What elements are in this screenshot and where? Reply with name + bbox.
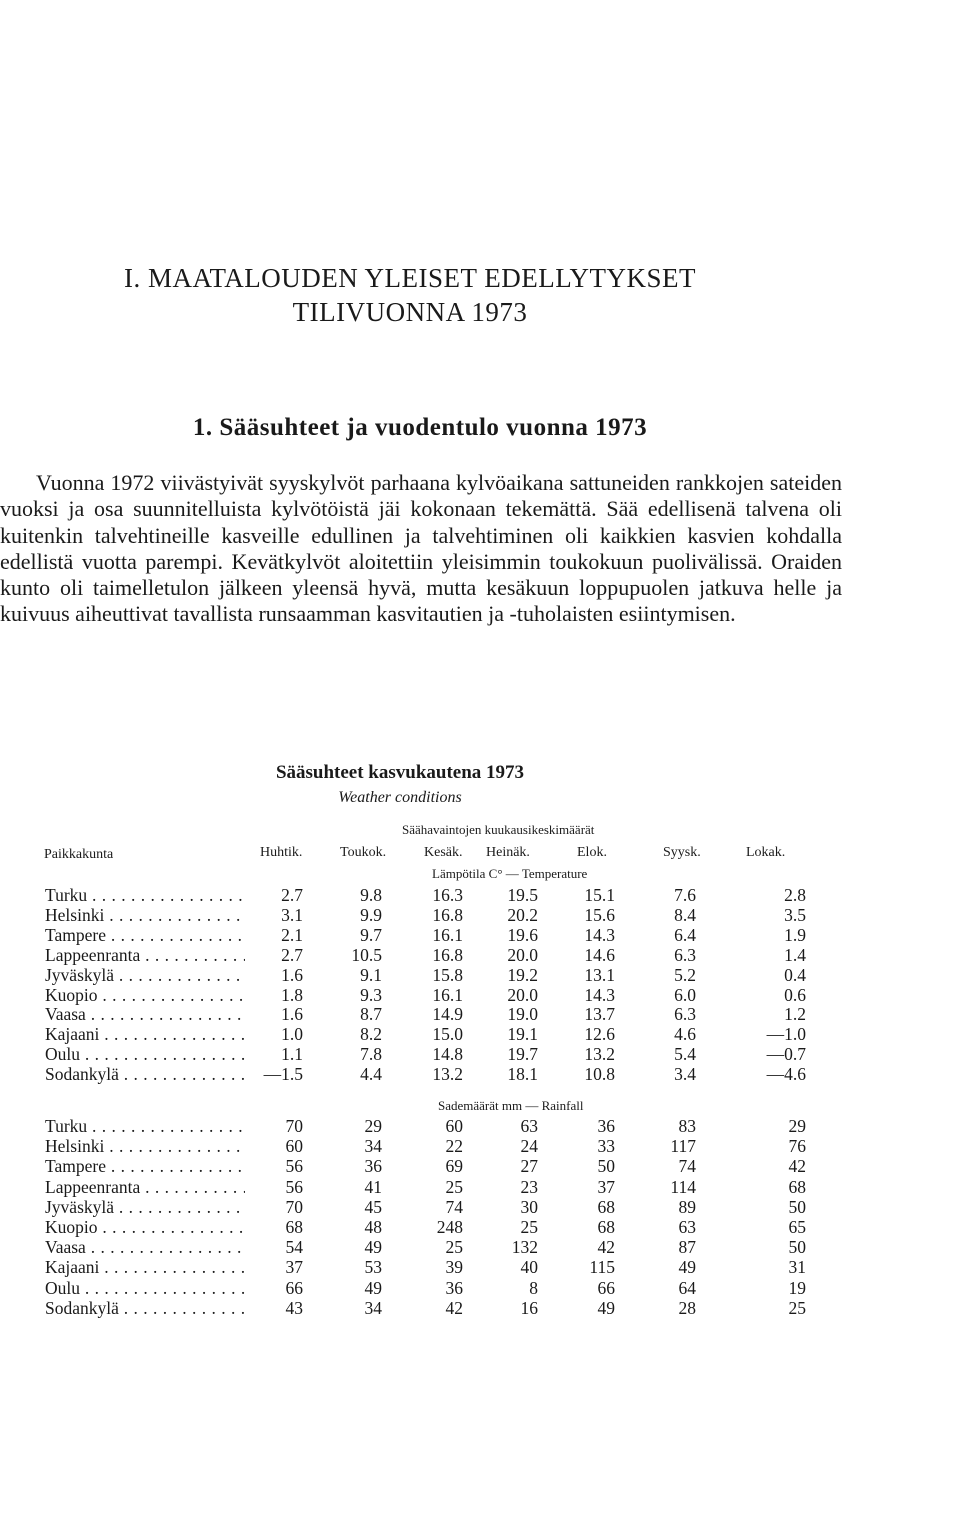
rainfall-cell: 48 — [364, 1217, 382, 1237]
rainfall-cell: 89 — [678, 1196, 696, 1217]
temperature-cell: 1.0 — [281, 1024, 303, 1045]
temperature-cell: 1.2 — [784, 1004, 806, 1025]
rainfall-cell: 54 — [285, 1237, 303, 1258]
chapter-title-line2: TILIVUONNA 1973 — [292, 297, 528, 327]
place-name: Helsinki — [45, 904, 105, 925]
place-label — [45, 1298, 245, 1318]
rainfall-cell: 70 — [285, 1116, 303, 1136]
temperature-cell: 19.2 — [507, 964, 538, 985]
table-group-header: Säähavaintojen kuukausikeskimäärät — [402, 822, 595, 837]
rainfall-cell: 8 — [529, 1277, 538, 1298]
table-place-header: Paikkakunta — [44, 847, 114, 862]
rainfall-cell: 27 — [520, 1156, 538, 1177]
temperature-cell: 12.6 — [584, 1024, 615, 1045]
temperature-cell: 14.6 — [584, 944, 615, 965]
temperature-cell: —0.7 — [766, 1044, 806, 1065]
place-label — [45, 925, 245, 945]
temperature-cell: 15.6 — [584, 904, 615, 925]
rainfall-cell: 66 — [285, 1277, 303, 1298]
rainfall-header — [438, 1098, 583, 1114]
place-name: Kajaani — [45, 1024, 100, 1045]
rainfall-cell: 63 — [678, 1217, 696, 1237]
place-name: Oulu — [45, 1044, 80, 1065]
rainfall-cell: 49 — [364, 1237, 382, 1258]
rainfall-cell: 76 — [788, 1136, 806, 1157]
temperature-cell: 2.7 — [281, 885, 303, 905]
rainfall-cell: 45 — [364, 1196, 382, 1217]
rainfall-cell: 132 — [511, 1237, 538, 1258]
place-label — [45, 1278, 245, 1298]
temperature-cell: 15.1 — [584, 885, 615, 905]
temperature-cell: 9.7 — [360, 924, 382, 945]
place-name: Kajaani — [45, 1257, 100, 1278]
table-title: Sääsuhteet kasvukautena 1973 — [275, 762, 525, 783]
rainfall-cell: 56 — [285, 1156, 303, 1177]
temperature-cell: 3.5 — [784, 904, 806, 925]
temperature-cell: 19.1 — [507, 1024, 538, 1045]
rainfall-cell: 31 — [788, 1257, 806, 1278]
rainfall-cell: 19 — [788, 1277, 806, 1298]
place-name: Tampere — [45, 1156, 106, 1177]
temperature-cell: 10.5 — [351, 944, 382, 965]
temperature-cell: 18.1 — [507, 1064, 538, 1085]
temperature-cell: 6.3 — [674, 1004, 696, 1025]
temperature-cell: 8.4 — [674, 904, 696, 925]
rainfall-cell: 28 — [678, 1297, 696, 1318]
rainfall-cell: 50 — [788, 1196, 806, 1217]
temperature-cell: 1.9 — [784, 924, 806, 945]
temperature-cell: 13.2 — [432, 1064, 463, 1085]
rainfall-cell: 115 — [589, 1257, 615, 1278]
place-label — [45, 985, 245, 1005]
place-label — [45, 1004, 245, 1024]
temperature-cell: 14.9 — [432, 1004, 463, 1025]
rainfall-cell: 60 — [445, 1116, 463, 1136]
place-name: Lappeenranta — [45, 944, 141, 965]
temperature-cell: 19.7 — [507, 1044, 538, 1065]
rainfall-cell: 34 — [364, 1136, 382, 1157]
rainfall-cell: 50 — [788, 1237, 806, 1258]
temperature-cell: 13.7 — [584, 1004, 615, 1025]
temperature-cell: 5.2 — [674, 964, 696, 985]
table-subtitle: Weather conditions — [338, 789, 462, 806]
place-label — [45, 1116, 245, 1136]
rainfall-cell: 65 — [788, 1217, 806, 1237]
place-label — [45, 965, 245, 985]
temperature-cell: 1.6 — [281, 1004, 303, 1025]
rainfall-cell: 49 — [364, 1277, 382, 1298]
place-name: Tampere — [45, 924, 106, 945]
rainfall-cell: 16 — [520, 1297, 538, 1318]
temperature-cell: 16.8 — [432, 944, 463, 965]
temperature-cell: 6.4 — [674, 924, 696, 945]
rainfall-cell: 117 — [670, 1136, 696, 1157]
temperature-cell: 1.6 — [281, 964, 303, 985]
rainfall-cell: 68 — [285, 1217, 303, 1237]
rainfall-cell: 68 — [597, 1196, 615, 1217]
rainfall-cell: 42 — [445, 1297, 463, 1318]
place-label — [45, 1024, 245, 1044]
place-name: Kuopio — [45, 1217, 98, 1237]
rainfall-cell: 43 — [285, 1297, 303, 1318]
rainfall-cell: 248 — [436, 1217, 463, 1237]
rainfall-cell: 74 — [445, 1196, 463, 1217]
paragraph-text: Vuonna 1972 viivästyivät syyskylvöt parhaana kylvöaikana sattuneiden rankkojen sateiden vuoksi ja osa suunnitelluista kylvötöistä jäi kokonaan tekemättä. Sää edellisenä talvena oli kuitenkin talvehtineille kasveille edullinen ja talvehtiminen oli kaikkien kasvien kohdalla edellistä vuotta parempi. Kevätkylvöt aloitettiin yleisimmin toukokuun puolivälissä. Oraiden kunto oli taimelletulon jälkeen yleensä hyvä, mutta kesäkuun loppupuolen jatkuva helle ja kuivuus aiheuttivat tavallista runsaamman kasvitautien ja -tuholaisten esiintymisen. — [0, 470, 842, 627]
rainfall-cell: 40 — [520, 1257, 538, 1278]
temperature-cell: 7.8 — [360, 1044, 382, 1065]
rainfall-cell: 22 — [445, 1136, 463, 1157]
place-label — [45, 1217, 245, 1237]
place-name: Helsinki — [45, 1136, 105, 1157]
temperature-cell: 13.1 — [584, 964, 615, 985]
temperature-cell: 6.0 — [674, 984, 696, 1005]
month-header: Kesäk. — [424, 845, 463, 860]
place-name: Lappeenranta — [45, 1176, 141, 1197]
place-label — [45, 1136, 245, 1156]
month-header: Lokak. — [746, 845, 786, 860]
rainfall-cell: 42 — [597, 1237, 615, 1258]
temperature-cell: 14.3 — [584, 924, 615, 945]
body-paragraph — [0, 470, 842, 628]
rainfall-cell: 25 — [445, 1176, 463, 1197]
temperature-cell: 10.8 — [584, 1064, 615, 1085]
section-title: 1. Sääsuhteet ja vuodentulo vuonna 1973 — [192, 414, 648, 441]
rainfall-cell: 36 — [364, 1156, 382, 1177]
temperature-cell: —4.6 — [766, 1064, 806, 1085]
temperature-cell: 20.2 — [507, 904, 538, 925]
rainfall-cell: 114 — [670, 1176, 696, 1197]
rainfall-cell: 24 — [520, 1136, 538, 1157]
place-name: Vaasa — [45, 1004, 86, 1025]
temperature-cell: 0.6 — [784, 984, 806, 1005]
temperature-cell: 14.8 — [432, 1044, 463, 1065]
temperature-cell: 16.1 — [432, 984, 463, 1005]
rainfall-cell: 70 — [285, 1196, 303, 1217]
place-label — [45, 1064, 245, 1084]
rainfall-cell: 37 — [597, 1176, 615, 1197]
place-name: Turku — [45, 885, 88, 905]
place-name: Jyväskylä — [45, 964, 115, 985]
place-label — [45, 945, 245, 965]
place-label — [45, 1156, 245, 1176]
rainfall-cell: 53 — [364, 1257, 382, 1278]
temperature-cell: 9.8 — [360, 885, 382, 905]
place-label — [45, 1197, 245, 1217]
rainfall-cell: 63 — [520, 1116, 538, 1136]
rainfall-cell: 41 — [364, 1176, 382, 1197]
rainfall-cell: 60 — [285, 1136, 303, 1157]
temperature-cell: 19.6 — [507, 924, 538, 945]
temperature-cell: 14.3 — [584, 984, 615, 1005]
rainfall-cell: 56 — [285, 1176, 303, 1197]
place-label — [45, 1257, 245, 1277]
chapter-title-line1: I. MAATALOUDEN YLEISET EDELLYTYKSET — [123, 263, 697, 293]
temperature-cell: 9.1 — [360, 964, 382, 985]
rainfall-cell: 34 — [364, 1297, 382, 1318]
rainfall-cell: 25 — [520, 1217, 538, 1237]
temperature-cell: 8.7 — [360, 1004, 382, 1025]
temperature-cell: 0.4 — [784, 964, 806, 985]
temperature-cell: 9.3 — [360, 984, 382, 1005]
place-label — [45, 885, 245, 905]
rainfall-cell: 39 — [445, 1257, 463, 1278]
temperature-cell: 2.8 — [784, 885, 806, 905]
temperature-cell: 1.1 — [281, 1044, 303, 1065]
rainfall-cell: 49 — [597, 1297, 615, 1318]
rainfall-cell: 29 — [788, 1116, 806, 1136]
temperature-cell: 7.6 — [674, 885, 696, 905]
temperature-cell: 9.9 — [360, 904, 382, 925]
rainfall-cell: 29 — [364, 1116, 382, 1136]
temperature-cell: 3.4 — [674, 1064, 696, 1085]
place-label — [45, 1237, 245, 1257]
temperature-cell: 1.8 — [281, 984, 303, 1005]
rainfall-cell: 25 — [788, 1297, 806, 1318]
place-name: Kuopio — [45, 984, 98, 1005]
place-label — [45, 1177, 245, 1197]
rainfall-cell: 49 — [678, 1257, 696, 1278]
temperature-cell: —1.0 — [766, 1024, 806, 1045]
place-name: Turku — [45, 1116, 88, 1136]
rainfall-cell: 69 — [445, 1156, 463, 1177]
rainfall-cell: 66 — [597, 1277, 615, 1298]
place-name: Oulu — [45, 1277, 80, 1298]
month-header: Elok. — [577, 845, 607, 860]
month-header: Toukok. — [340, 845, 387, 860]
temperature-cell: 20.0 — [507, 944, 538, 965]
temperature-cell: 4.6 — [674, 1024, 696, 1045]
temperature-cell: 6.3 — [674, 944, 696, 965]
month-header: Syysk. — [663, 845, 701, 860]
rainfall-header-text: Sademäärät mm — Rainfall — [438, 1098, 584, 1113]
place-label — [45, 905, 245, 925]
temperature-cell: 16.8 — [432, 904, 463, 925]
rainfall-cell: 36 — [445, 1277, 463, 1298]
place-name: Sodankylä — [45, 1064, 119, 1085]
temperature-cell: 2.1 — [281, 924, 303, 945]
rainfall-cell: 33 — [597, 1136, 615, 1157]
temperature-cell: 15.0 — [432, 1024, 463, 1045]
rainfall-cell: 36 — [597, 1116, 615, 1136]
rainfall-cell: 68 — [788, 1176, 806, 1197]
temperature-cell: 15.8 — [432, 964, 463, 985]
temperature-cell: 20.0 — [507, 984, 538, 1005]
temperature-cell: 5.4 — [674, 1044, 696, 1065]
rainfall-cell: 87 — [678, 1237, 696, 1258]
rainfall-cell: 74 — [678, 1156, 696, 1177]
temperature-cell: 13.2 — [584, 1044, 615, 1065]
temperature-cell: 16.1 — [432, 924, 463, 945]
temperature-cell: 19.0 — [507, 1004, 538, 1025]
temperature-cell: 1.4 — [784, 944, 806, 965]
rainfall-cell: 37 — [285, 1257, 303, 1278]
rainfall-cell: 50 — [597, 1156, 615, 1177]
temperature-cell: 2.7 — [281, 944, 303, 965]
place-name: Vaasa — [45, 1237, 86, 1258]
rainfall-cell: 25 — [445, 1237, 463, 1258]
temperature-cell: 8.2 — [360, 1024, 382, 1045]
rainfall-cell: 68 — [597, 1217, 615, 1237]
rainfall-cell: 83 — [678, 1116, 696, 1136]
temperature-cell: —1.5 — [263, 1064, 303, 1085]
temperature-cell: 3.1 — [281, 904, 303, 925]
temperature-cell: 16.3 — [432, 885, 463, 905]
month-header: Heinäk. — [486, 845, 530, 860]
place-label — [45, 1044, 245, 1064]
rainfall-cell: 23 — [520, 1176, 538, 1197]
month-header: Huhtik. — [260, 845, 303, 860]
temperature-header — [432, 866, 587, 882]
place-name: Jyväskylä — [45, 1196, 115, 1217]
temperature-cell: 4.4 — [360, 1064, 382, 1085]
temperature-cell: 19.5 — [507, 885, 538, 905]
temperature-header-text: Lämpötila C° — Temperature — [432, 866, 588, 881]
place-name: Sodankylä — [45, 1297, 119, 1318]
rainfall-cell: 64 — [678, 1277, 696, 1298]
rainfall-cell: 42 — [788, 1156, 806, 1177]
rainfall-cell: 30 — [520, 1196, 538, 1217]
